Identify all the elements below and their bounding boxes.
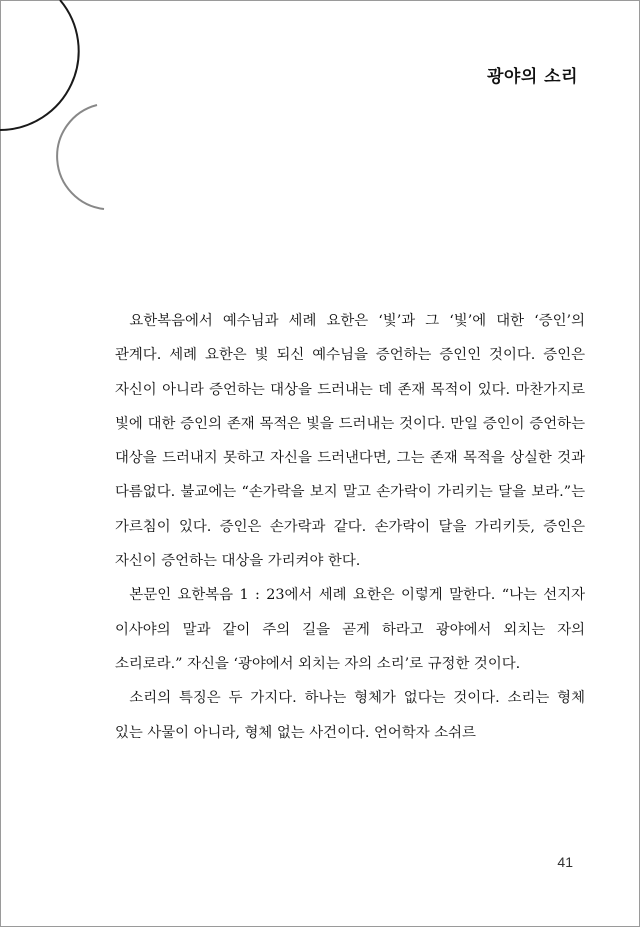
large-arc xyxy=(0,0,79,130)
decorative-arcs xyxy=(0,0,200,220)
paragraph: 소리의 특징은 두 가지다. 하나는 형체가 없다는 것이다. 소리는 형체 있는 사물이 아니라, 형체 없는 사건이다. 언어학자 소쉬르 xyxy=(115,690,585,741)
running-head: 광야의 소리 xyxy=(486,67,578,87)
body-text xyxy=(115,304,585,750)
paragraph: 본문인 요한복음 1 : 23에서 세례 요한은 이렇게 말한다. “나는 선지자 이사야의 말과 같이 주의 길을 곧게 하라고 광야에서 외치는 자의 소리로라.” 자신을 ‘광야에서 외치는 자의 소리’로 규정한 것이다. xyxy=(115,587,585,672)
paragraph: 요한복음에서 예수님과 세례 요한은 ‘빛’과 그 ‘빛’에 대한 ‘증인’의 관계다. 세례 요한은 빛 되신 예수님을 증언하는 증인인 것이다. 증인은 자신이 아니라 증언하는 대상을 드러내는 데 존재 목적이 있다. 마찬가지로 빛에 대한 증인의 존재 목적은 빛을 드러내는 것이다. 만일 증인이 증언하는 대상을 드러내지 못하고 자신을 드러낸다면, 그는 존재 목적을 상실한 것과 다름없다. 불교에는 “손가락을 보지 말고 손가락이 가리키는 달을 보라.”는 가르침이 있다. 증인은 손가락과 같다. 손가락이 달을 가리키듯, 증인은 자신이 증언하는 대상을 가리켜야 한다. xyxy=(115,313,585,570)
small-arc xyxy=(57,105,104,209)
page-number: 41 xyxy=(557,854,573,870)
